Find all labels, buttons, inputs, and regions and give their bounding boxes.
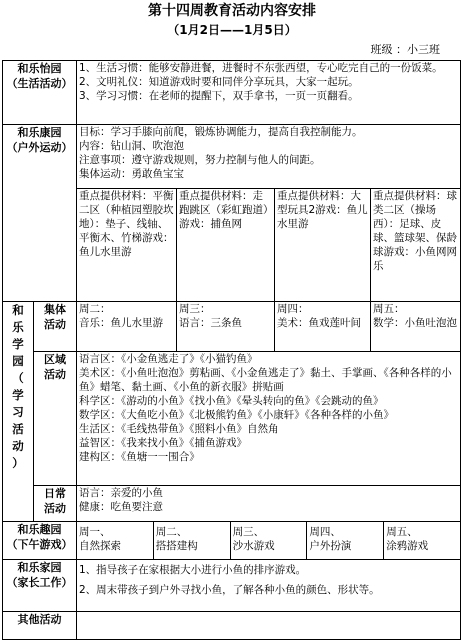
daily-activity-content	[77, 486, 461, 522]
outdoor-goal-line: 目标：学习手膝向前爬，锻炼协调能力，提高自我控制能力。	[79, 126, 363, 138]
collective-activity-label: 集体 活动	[34, 302, 77, 352]
activity-plan-table	[2, 60, 461, 640]
other-activity-content	[77, 612, 461, 640]
life-habit-line: 2、文明礼仪：知道游戏时要和同伴分享玩具，大家一起玩。	[79, 76, 359, 88]
afternoon-games-list	[77, 522, 460, 559]
afternoon-game-item: 周四、 户外扮演	[307, 522, 384, 559]
area-line: 语言区：《小金鱼逃走了》《小猫钓鱼》	[79, 353, 258, 365]
collective-activity-cell: 周五： 数学：小鱼吐泡泡	[371, 302, 461, 352]
outdoor-goals-content	[77, 125, 461, 189]
section-title-parents: 和乐家园 （家长工作）	[3, 560, 77, 612]
life-habit-line: 1、生活习惯：能够安静进餐，进餐时不东张西望，专心吃完自己的一份饭菜。	[79, 62, 443, 74]
outdoor-material-cell: 重点提供材料：大型玩具2游戏：鱼儿水里游	[275, 189, 371, 302]
section-title-afternoon: 和乐趣园 （下午游戏）	[3, 522, 77, 560]
area-line: 数学区：《大鱼吃小鱼》《北极熊钓鱼》《小康轩》《各种各样的小鱼》	[79, 409, 394, 421]
afternoon-game-item: 周五、 涂鸦游戏	[386, 526, 429, 552]
section-title-other: 其他活动	[3, 612, 77, 640]
collective-activity-cell: 周二： 音乐：鱼儿水里游	[77, 302, 177, 352]
afternoon-game-item: 周三、 沙水游戏	[231, 522, 308, 559]
area-line: 建构区：《鱼塘一一围合》	[79, 451, 200, 463]
parents-work-content	[77, 560, 461, 612]
life-habits-content	[77, 61, 461, 125]
parents-work-line: 1、指导孩子在家根据大小进行小鱼的排序游戏。	[79, 564, 307, 576]
section-row-other	[3, 612, 461, 640]
class-label: 班级 ：小三班	[370, 43, 440, 56]
daily-line: 语言：亲爱的小鱼	[79, 487, 163, 499]
daily-activity-row	[3, 486, 461, 522]
area-activity-row	[3, 352, 461, 486]
section-row-life	[3, 61, 461, 125]
outdoor-material-cell: 重点提供材料：球类二区（操场西）：足球、皮球、篮球架、保龄球游戏：小鱼网网乐	[371, 189, 461, 302]
outdoor-content-line: 内容：钻山洞、吹泡泡	[79, 140, 184, 152]
section-title-life: 和乐怡园 （生活活动）	[3, 61, 77, 125]
outdoor-notes-line: 注意事项：遵守游戏规则，努力控制与他人的间距。	[79, 154, 321, 166]
collective-activity-cell: 周四： 美术：鱼戏莲叶间	[275, 302, 371, 352]
area-line: 美术区：《小鱼吐泡泡》剪粘画、《小金鱼逃走了》黏土、手掌画、《各种各样的小鱼》蜡笔、黏土画、《小鱼的新衣服》拼贴画	[79, 367, 452, 393]
afternoon-games-cell	[77, 522, 461, 560]
section-title-outdoor: 和乐康园 （户外运动）	[3, 125, 77, 302]
week-dates: （1月2日——1月5日）	[167, 23, 297, 37]
collective-activity-cell: 周三： 语言：三条鱼	[177, 302, 275, 352]
daily-line: 健康：吃鱼要注意	[79, 501, 163, 513]
life-habit-line: 3、学习习惯：在老师的提醒下，双手拿书，一页一页翻看。	[79, 90, 359, 102]
afternoon-game-item: 周二、 搭搭建构	[154, 522, 231, 559]
parents-work-line: 2、周末带孩子到户外寻找小鱼，了解各种小鱼的颜色、形状等。	[79, 584, 380, 596]
area-line: 科学区：《游动的小鱼》《找小鱼》《晕头转向的鱼》《会跳动的鱼》	[79, 395, 384, 407]
section-row-parents	[3, 560, 461, 612]
area-line: 生活区：《毛线热带鱼》《照料小鱼》自然角	[79, 423, 279, 435]
outdoor-group-line: 集体运动：勇敢鱼宝宝	[79, 168, 184, 180]
area-activity-label: 区域 活动	[34, 352, 77, 486]
outdoor-material-cell: 重点提供材料：走跑跳区（彩虹跑道）游戏：捕鱼网	[177, 189, 275, 302]
afternoon-game-item: 周一、 自然探索	[77, 522, 154, 559]
area-line: 益智区：《我来找小鱼》《捕鱼游戏》	[79, 437, 247, 449]
page-title: 第十四周教育活动内容安排	[148, 3, 316, 19]
section-row-afternoon	[3, 522, 461, 560]
area-activity-content	[77, 352, 461, 486]
section-row-outdoor	[3, 125, 461, 189]
outdoor-material-cell: 重点提供材料：平衡二区（种植园塑胶坎地）：垫子、线轴、平衡木、竹梯游戏：鱼儿水里游	[77, 189, 177, 302]
collective-activity-row	[3, 302, 461, 352]
section-title-learning: 和 乐 学 园 （ 学 习 活 动 ）	[3, 302, 34, 522]
daily-activity-label: 日常 活动	[34, 486, 77, 522]
